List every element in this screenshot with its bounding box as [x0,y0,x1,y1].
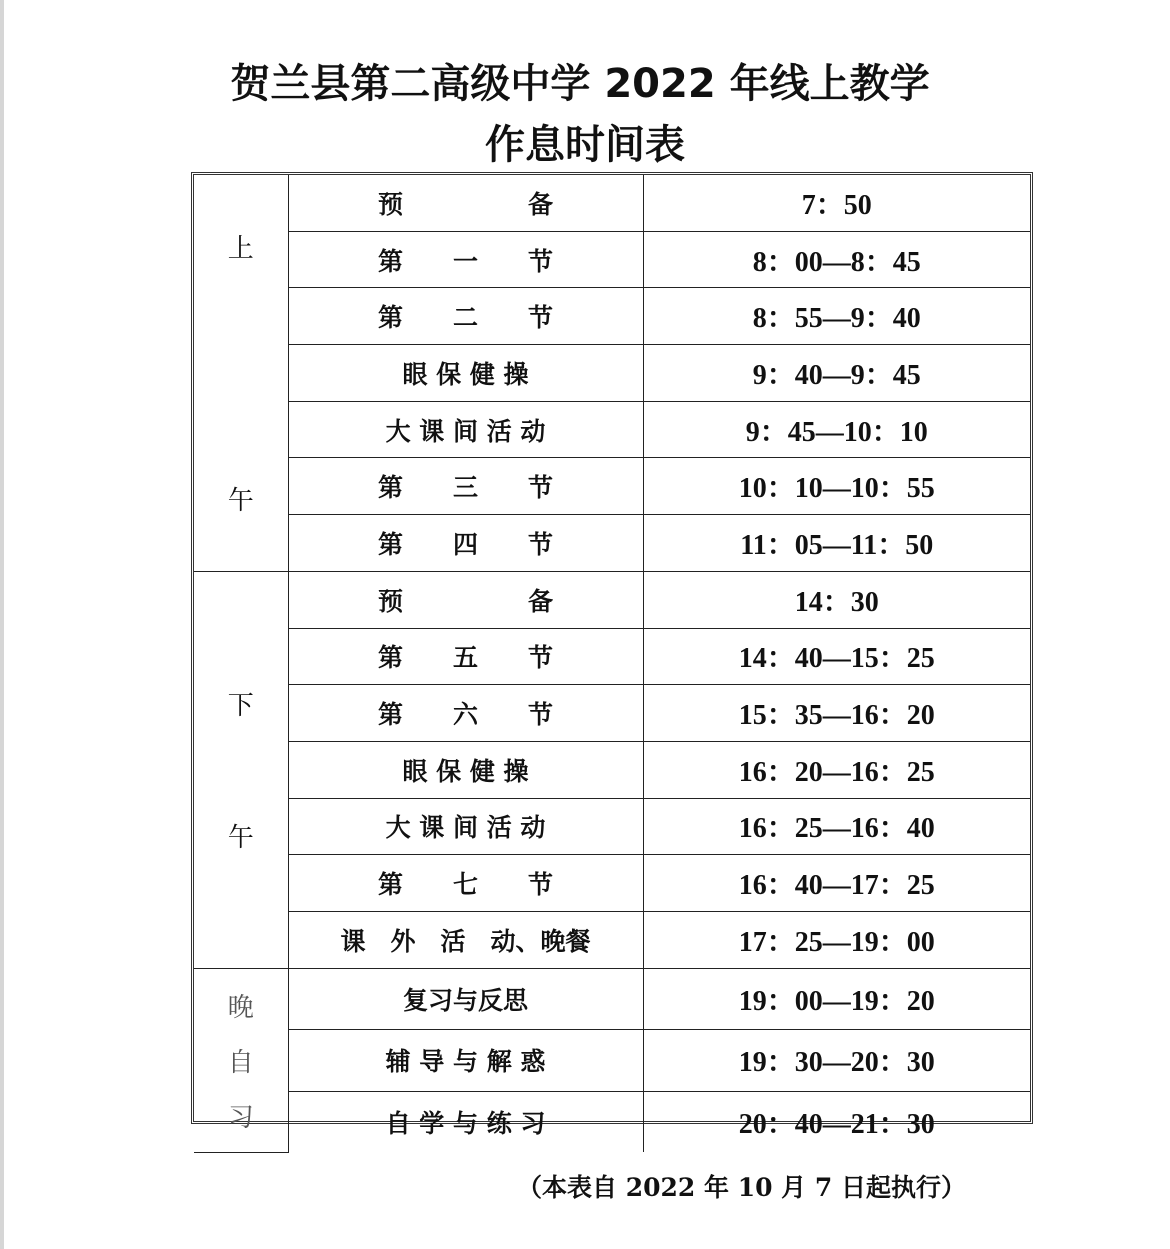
activity-time: 19：30—20：30 [643,1030,1030,1092]
activity-name: 第 七 节 [288,855,643,912]
activity-time: 14：40—15：25 [643,628,1030,685]
activity-name: 自 学 与 练 习 [288,1091,643,1152]
activity-time: 8：00—8：45 [643,231,1030,288]
table-row [194,345,1030,402]
period-cell-afternoon [194,571,288,968]
activity-time: 14：30 [643,571,1030,628]
document-title: 贺兰县第二高级中学 2022 年线上教学 [230,61,930,107]
period-label-char: 午 [227,486,254,517]
table-row [194,458,1030,515]
activity-time: 16：25—16：40 [643,798,1030,855]
table-row [194,288,1030,345]
activity-name: 课 外 活 动、晚餐 [288,911,643,968]
activity-time: 7：50 [643,175,1030,231]
activity-time: 9：45—10：10 [643,401,1030,458]
table-row [194,798,1030,855]
table-row [194,571,1030,628]
table-row [194,911,1030,968]
activity-name: 复习与反思 [288,968,643,1030]
activity-name: 第 一 节 [288,231,643,288]
activity-name: 第 四 节 [288,515,643,572]
activity-name: 第 三 节 [288,458,643,515]
activity-name: 预 备 [288,571,643,628]
table-row [194,855,1030,912]
period-cell-morning [194,175,288,571]
activity-name: 大 课 间 活 动 [288,401,643,458]
table-row [194,685,1030,742]
activity-name: 预 备 [288,175,643,231]
period-cell-evening-study [194,968,288,1152]
activity-time: 15：35—16：20 [643,685,1030,742]
period-label-char: 午 [227,823,254,854]
activity-time: 10：10—10：55 [643,458,1030,515]
schedule-table [191,172,1033,1140]
table-row [194,968,1030,1030]
period-label-char: 习 [227,1102,254,1133]
table-row [194,1030,1030,1092]
activity-time: 17：25—19：00 [643,911,1030,968]
activity-time: 16：40—17：25 [643,855,1030,912]
period-label-char: 上 [227,234,254,265]
activity-name: 大 课 间 活 动 [288,798,643,855]
activity-time: 11：05—11：50 [643,515,1030,572]
activity-time: 16：20—16：25 [643,741,1030,798]
table-row [194,175,1030,231]
table-row [194,628,1030,685]
activity-name: 眼 保 健 操 [288,345,643,402]
table-row [194,741,1030,798]
page-edge [0,0,4,1249]
activity-time: 19：00—19：20 [643,968,1030,1030]
table-row [194,401,1030,458]
activity-name: 辅 导 与 解 惑 [288,1030,643,1092]
activity-time: 8：55—9：40 [643,288,1030,345]
activity-time: 20：40—21：30 [643,1091,1030,1152]
activity-time: 9：40—9：45 [643,345,1030,402]
activity-name: 第 五 节 [288,628,643,685]
table-row [194,515,1030,572]
activity-name: 眼 保 健 操 [288,741,643,798]
period-label-char: 晚 [227,992,254,1023]
effective-date-note: （本表自 2022 年 10 月 7 日起执行） [517,1173,966,1202]
activity-name: 第 二 节 [288,288,643,345]
activity-name: 第 六 节 [288,685,643,742]
period-label-char: 自 [227,1047,254,1078]
table-row [194,231,1030,288]
period-label-char: 下 [227,691,254,722]
document-subtitle: 作息时间表 [485,122,685,168]
table-row [194,1091,1030,1152]
